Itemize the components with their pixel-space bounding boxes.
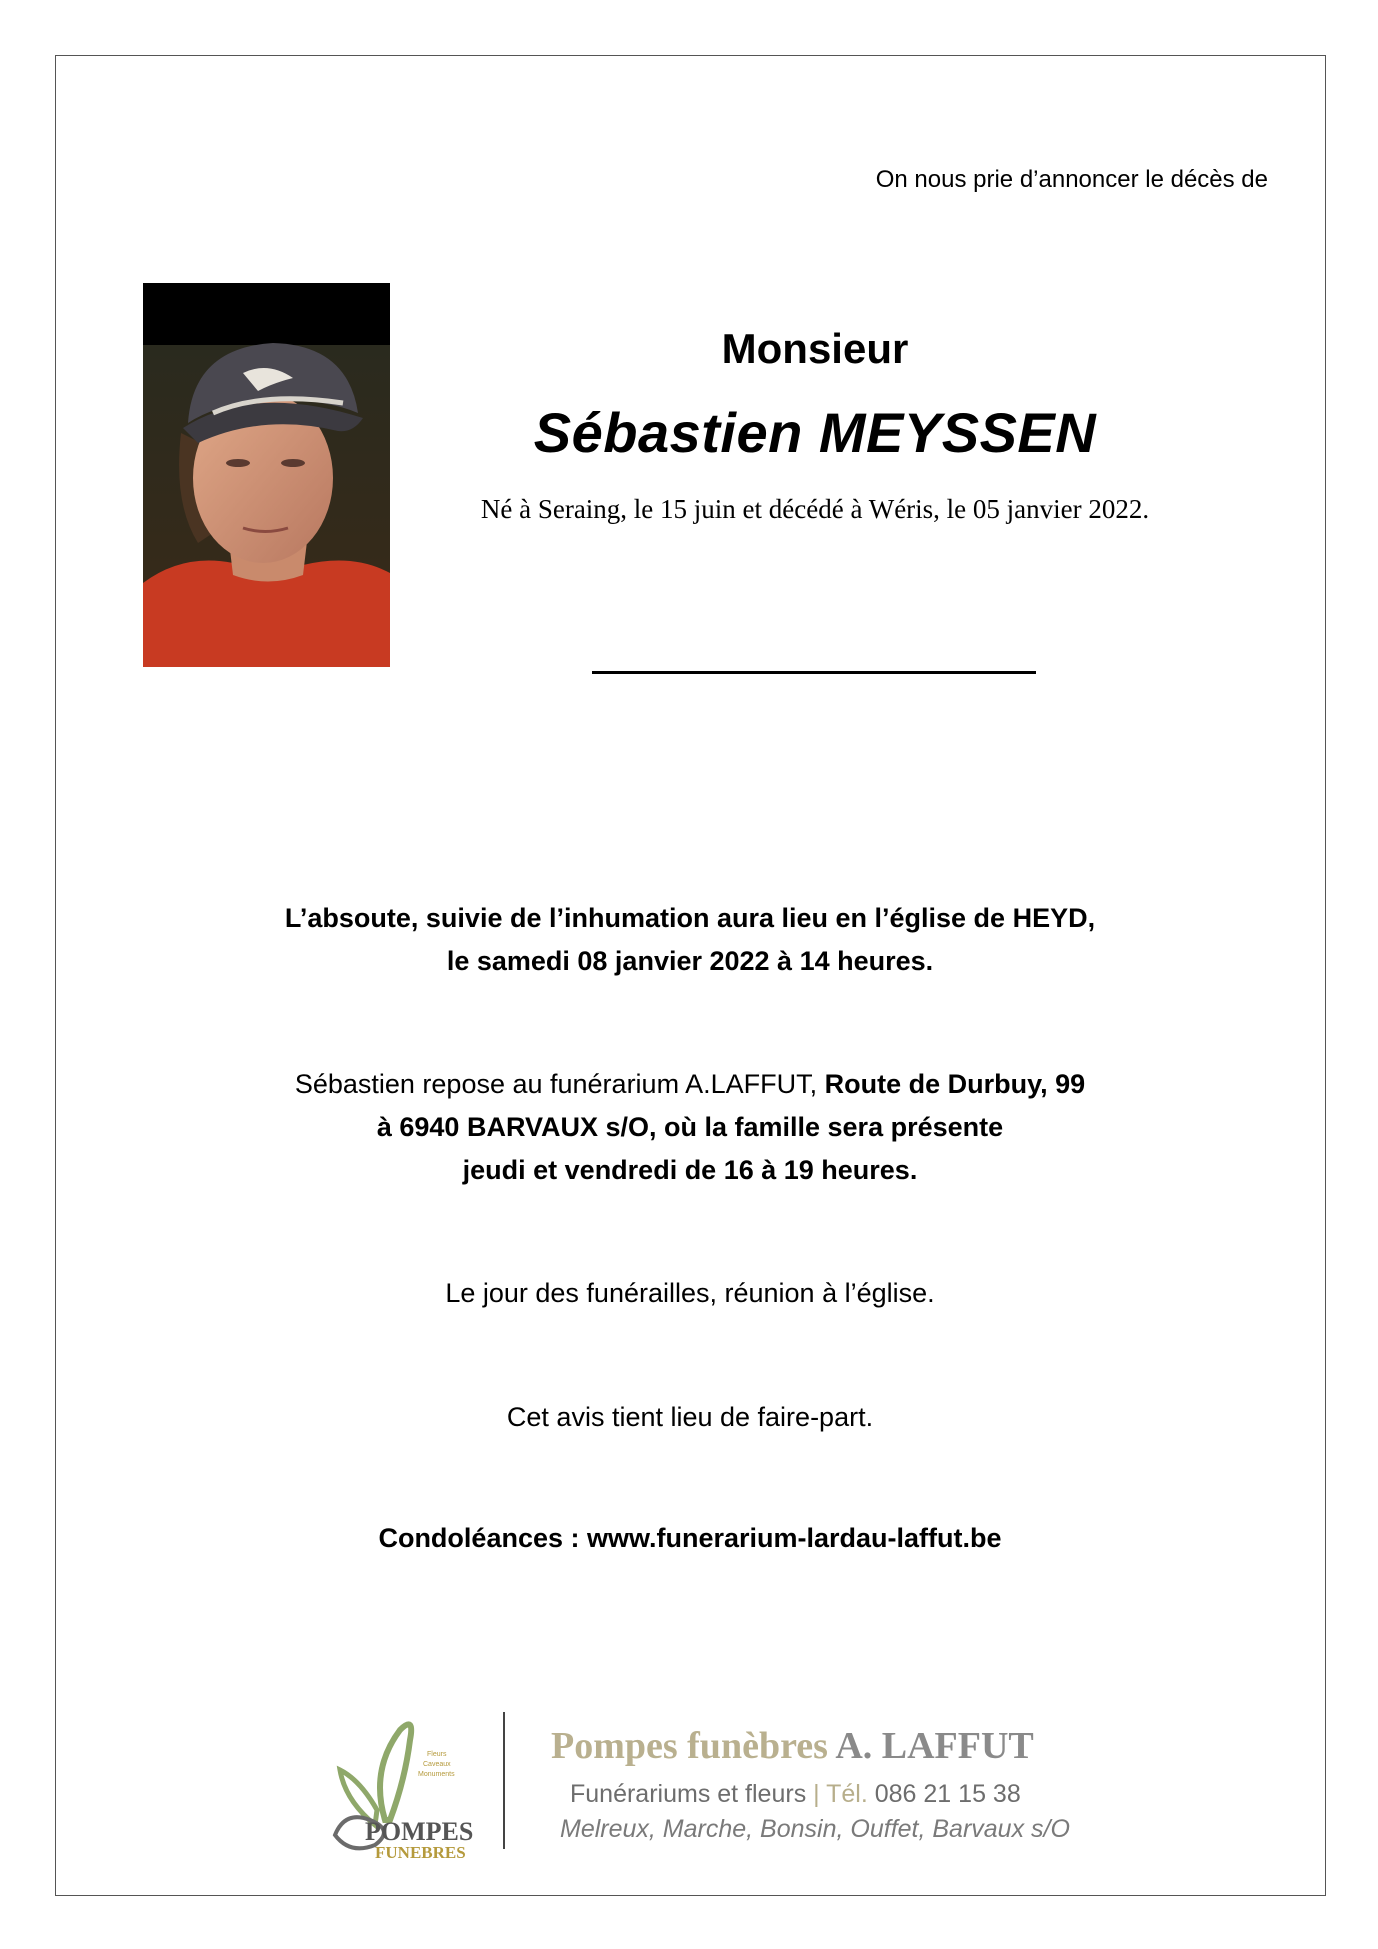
visitation-line-1-regular: Sébastien repose au funérarium A.LAFFUT,: [294, 1069, 825, 1099]
logo-small-1: Fleurs: [427, 1751, 447, 1758]
logo-word-2: FUNEBRES: [375, 1843, 466, 1860]
company-locations: Melreux, Marche, Bonsin, Ouffet, Barvaux s/O: [560, 1815, 1070, 1843]
ceremony-section: [140, 897, 1240, 983]
logo-word-1: POMPES: [365, 1817, 474, 1846]
ceremony-line-1: L’absoute, suivie de l’inhumation aura lieu en l’église de HEYD,: [284, 903, 1096, 933]
funeral-home-logo: [315, 1710, 490, 1860]
services-text: Funérariums et fleurs: [570, 1780, 814, 1808]
visitation-line-2: à 6940 BARVAUX s/O, où la famille sera présente: [376, 1112, 1004, 1142]
portrait-photo: [143, 283, 390, 667]
civility-title: Monsieur: [721, 325, 909, 372]
ceremony-line-2: le samedi 08 janvier 2022 à 14 heures.: [446, 946, 934, 976]
gathering-note: Le jour des funérailles, réunion à l’église.: [445, 1278, 935, 1308]
condolences-link[interactable]: Condoléances : www.funerarium-lardau-laffut.be: [378, 1523, 1002, 1553]
logo-small-2: Caveaux: [423, 1761, 451, 1768]
logo-small-3: Monuments: [418, 1771, 455, 1778]
visitation-line-1: [140, 1063, 1240, 1106]
intro-text: On nous prie d’annoncer le décès de: [875, 166, 1268, 193]
funeral-home-footer: [315, 1700, 1075, 1860]
company-prefix: Pompes funèbres: [551, 1725, 836, 1767]
birth-death-dates: Né à Seraing, le 15 juin et décédé à Wéris, le 05 janvier 2022.: [480, 494, 1150, 524]
visitation-address: Route de Durbuy, 99: [824, 1069, 1086, 1099]
tel-number[interactable]: 086 21 15 38: [874, 1780, 1021, 1808]
deceased-name: Sébastien MEYSSEN: [533, 401, 1097, 464]
logo-divider: [503, 1712, 505, 1849]
company-name: A. LAFFUT: [835, 1725, 1034, 1767]
company-title: [551, 1724, 1034, 1768]
separator-rule: [592, 671, 1036, 674]
faire-part-note: Cet avis tient lieu de faire-part.: [506, 1402, 874, 1432]
company-services: [570, 1780, 1021, 1809]
visitation-section: [140, 1063, 1240, 1192]
visitation-line-3: jeudi et vendredi de 16 à 19 heures.: [462, 1155, 918, 1185]
tel-label: | Tél.: [813, 1780, 875, 1808]
